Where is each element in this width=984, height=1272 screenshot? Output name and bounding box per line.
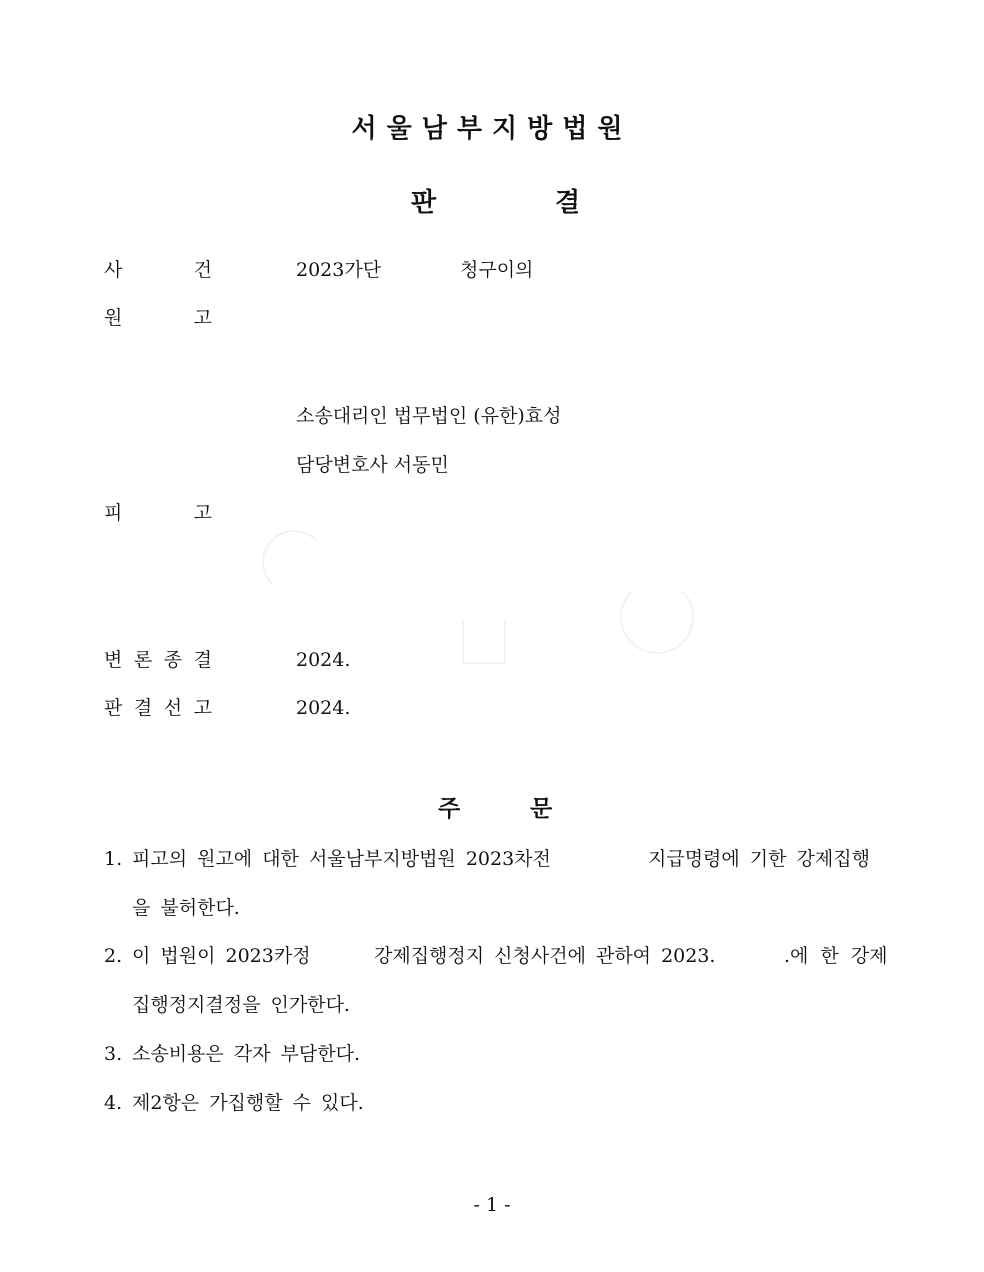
order-number: 1. xyxy=(104,848,123,870)
hearing-end-row xyxy=(104,646,404,674)
label-char: 원 xyxy=(104,307,123,329)
watermark-shape xyxy=(620,580,694,654)
court-name: 서울남부지방법원 xyxy=(351,114,633,144)
label-char: 사 xyxy=(104,259,123,281)
document-title-left: 판 xyxy=(411,188,437,218)
label-char: 론 xyxy=(133,649,153,671)
judgment-date-row xyxy=(104,694,404,722)
label-char: 결 xyxy=(193,649,212,671)
label-char: 고 xyxy=(193,307,212,329)
watermark-shape xyxy=(262,530,326,594)
case-number: 2023가단 xyxy=(296,259,382,281)
order-text: 피고의 원고에 대한 서울남부지방법원 2023차전 xyxy=(132,848,551,870)
document-title-right: 결 xyxy=(555,188,581,218)
order-title-right: 문 xyxy=(530,796,553,822)
order-text: 소송비용은 각자 부담한다. xyxy=(132,1043,361,1065)
order-text: 제2항은 가집행할 수 있다. xyxy=(132,1092,364,1114)
order-text: 강제집행정지 신청사건에 관하여 2023. xyxy=(374,945,716,967)
defendant-row xyxy=(104,499,214,527)
order-item-1 xyxy=(104,845,886,873)
order-title-left: 주 xyxy=(438,796,461,822)
judgment-date-label xyxy=(104,694,212,722)
order-text: 을 불허한다. xyxy=(132,897,240,919)
defendant-label xyxy=(104,499,212,527)
order-number: 4. xyxy=(104,1092,123,1114)
label-char: 변 xyxy=(104,649,123,671)
judgment-date: 2024. xyxy=(296,697,351,719)
hearing-end-label xyxy=(104,646,212,674)
label-char: 고 xyxy=(193,502,212,524)
label-char: 판 xyxy=(104,697,123,719)
order-text: 집행정지결정을 인가한다. xyxy=(132,994,350,1016)
label-char: 종 xyxy=(163,649,183,671)
label-char: 고 xyxy=(193,697,212,719)
plaintiff-lawyer: 담당변호사 서동민 xyxy=(296,454,449,476)
label-char: 피 xyxy=(104,502,123,524)
order-item-3 xyxy=(104,1040,886,1068)
plaintiff-agent: 소송대리인 법무법인 (유한)효성 xyxy=(296,405,562,427)
order-item-4 xyxy=(104,1089,886,1117)
order-item-1-cont xyxy=(104,894,886,922)
label-char: 결 xyxy=(133,697,153,719)
order-text: 이 법원이 2023카정 xyxy=(132,945,311,967)
page-number: - 1 - xyxy=(473,1194,511,1216)
order-title xyxy=(0,790,984,826)
case-name: 청구이의 xyxy=(460,259,534,281)
order-item-2 xyxy=(104,942,886,970)
order-text: .에 한 강제 xyxy=(784,945,888,967)
label-char: 건 xyxy=(193,259,212,281)
order-number: 2. xyxy=(104,945,123,967)
case-label xyxy=(104,256,212,284)
case-row xyxy=(104,256,804,284)
watermark-shape xyxy=(462,620,506,664)
document-title xyxy=(0,182,984,218)
label-char: 선 xyxy=(163,697,183,719)
order-text: 지급명령에 기한 강제집행 xyxy=(648,848,870,870)
order-number: 3. xyxy=(104,1043,123,1065)
hearing-end-date: 2024. xyxy=(296,649,351,671)
plaintiff-row xyxy=(104,304,214,332)
plaintiff-label xyxy=(104,304,212,332)
order-item-2-cont xyxy=(104,991,886,1019)
